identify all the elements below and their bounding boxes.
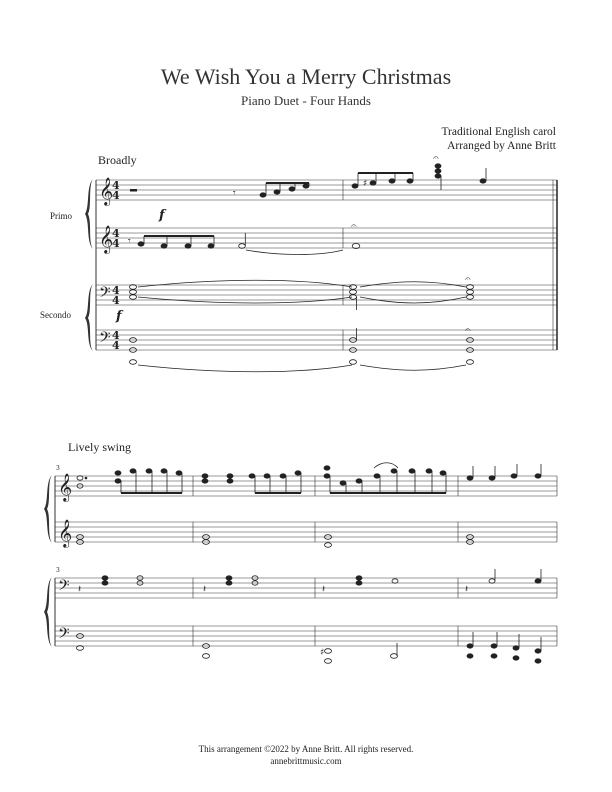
notes-primo-lower-system2 [77,535,474,548]
brace-primo [85,179,93,249]
notes-primo-upper-m2 [352,153,486,190]
svg-text:♯: ♯ [320,648,325,658]
part-label-secondo: Secondo [40,310,71,320]
footer [0,743,612,767]
staff-secondo-upper [96,285,557,305]
svg-text:𝄽: 𝄽 [322,584,326,595]
bass-clef-icon: 𝄢 [58,577,70,598]
svg-text:♯: ♯ [363,179,368,189]
svg-text:4: 4 [112,189,120,202]
composer-line: Traditional English carol [441,126,556,138]
fermata-icon: 𝄐 [351,221,357,232]
svg-text:4: 4 [112,284,120,297]
svg-text:𝄾: 𝄾 [128,236,131,247]
svg-text:4: 4 [112,227,120,240]
dynamic-forte: f [116,309,122,324]
website-link[interactable]: annebrittmusic.com [270,756,342,766]
svg-text:4: 4 [112,294,120,307]
bass-clef-icon: 𝄢 [99,284,111,305]
staff-primo-lower [55,522,557,542]
measure-number: 3 [56,567,60,574]
arranger-line: Arranged by Anne Britt [447,140,556,152]
page-title: We Wish You a Merry Christmas [160,64,452,89]
barlines-system-2 [193,476,557,646]
tempo-marking-main: Lively swing [68,440,131,454]
svg-text:𝄽: 𝄽 [465,584,469,595]
svg-text:𝄾: 𝄾 [233,188,236,199]
notes-secondo-lower-system2 [77,632,542,663]
notes-secondo-upper-system2 [78,569,541,595]
brace-secondo [85,284,93,351]
treble-clef-icon: 𝄞 [99,177,114,205]
fermata-icon: 𝄐 [465,325,471,336]
tempo-marking-intro: Broadly [98,153,137,167]
staff-secondo-lower [96,330,557,350]
staff-secondo-lower [55,626,557,646]
notes-secondo-m1 [130,280,353,372]
svg-text:4: 4 [112,237,120,250]
bass-clef-icon: 𝄢 [99,329,111,350]
fermata-icon: 𝄐 [433,153,439,164]
notes-secondo-m2 [350,274,474,370]
treble-clef-icon: 𝄞 [99,225,114,253]
brace-primo [44,475,52,543]
part-label-primo: Primo [50,211,73,221]
staff-primo-upper [96,180,557,200]
svg-text:4: 4 [112,179,120,192]
measure-number: 3 [56,465,60,472]
svg-text:𝄽: 𝄽 [203,584,207,595]
copyright-notice: This arrangement ©2022 by Anne Britt. All rights reserved. [198,744,414,754]
svg-text:𝄽: 𝄽 [78,584,82,595]
notes-primo-upper-system2 [77,463,541,493]
svg-text:4: 4 [112,339,120,352]
brace-secondo [44,577,52,647]
treble-clef-icon: 𝄞 [58,519,73,547]
notes-primo-upper-m1 [130,183,309,199]
bass-clef-icon: 𝄢 [58,625,70,646]
dynamic-forte: f [159,208,165,223]
svg-text:4: 4 [112,329,120,342]
system-2 [55,476,557,646]
page-subtitle: Piano Duet - Four Hands [241,93,371,108]
fermata-icon: 𝄐 [465,274,471,285]
notes-primo-lower-m1 [128,233,343,255]
treble-clef-icon: 𝄞 [58,473,73,501]
staff-secondo-upper [55,578,557,598]
notes-primo-lower-m2 [351,221,360,249]
system-1 [96,180,557,350]
